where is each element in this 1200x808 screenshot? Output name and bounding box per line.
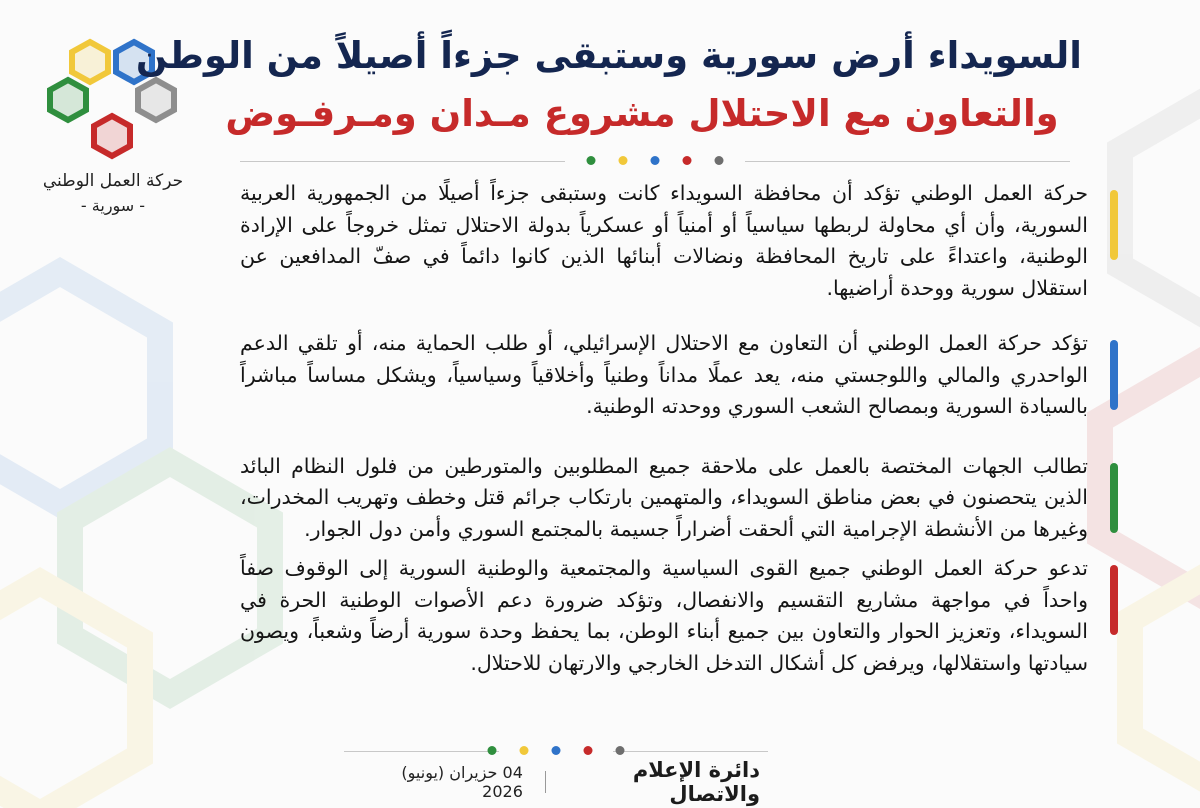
- paragraph-2: [240, 328, 1118, 423]
- paragraph-4: [240, 553, 1118, 679]
- yellow-accent-bar: [1110, 190, 1118, 260]
- red-dot: [683, 156, 692, 165]
- paragraph-4-text: تدعو حركة العمل الوطني جميع القوى السياسية والمجتمعية والوطنية السورية إلى الوقوف صفاً واحداً في مواجهة مشاريع التقسيم والانفصال، وتؤكد ضرورة دعم الأصوات الوطنية الحرة في السويداء، وتعزيز الحوار والتعاون بين جميع أبناء الوطن، بما يحفظ وحدة سورية أرضاً وشعباً، ويصون سيادتها واستقلالها، ويرفض كل أشكال التدخل الخارجي والارتهان للاحتلال.: [240, 556, 1088, 675]
- gray-dot: [715, 156, 724, 165]
- paragraph-3: [240, 451, 1118, 546]
- paragraph-1: [240, 178, 1118, 304]
- publication-date: 04 حزيران (يونيو) 2026: [401, 763, 523, 801]
- red-accent-bar: [1110, 565, 1118, 635]
- organization-country: - سورية -: [80, 196, 146, 215]
- blue-dot: [552, 746, 561, 755]
- title-line-2: والتعاون مع الاحتلال مشروع مـدان ومـرفـوض: [225, 92, 1059, 135]
- organization-name: حركة العمل الوطني: [42, 171, 184, 191]
- page-title: [135, 28, 1082, 142]
- department-name: دائرة الإعلام والاتصال: [632, 758, 760, 806]
- blue-dot: [651, 156, 660, 165]
- footer: [380, 758, 760, 806]
- statement-body: [240, 178, 1118, 679]
- red-dot: [584, 746, 593, 755]
- footer-separator: [545, 771, 546, 793]
- green-dot: [587, 156, 596, 165]
- yellow-dot: [619, 156, 628, 165]
- green-accent-bar: [1110, 463, 1118, 533]
- paragraph-1-text: حركة العمل الوطني تؤكد أن محافظة السويداء كانت وستبقى جزءاً أصيلًا من الجمهورية العربية السورية، وأن أي محاولة لربطها سياسياً أو أمنياً أو عسكرياً بدولة الاحتلال تمثل خروجاً على الإرادة الوطنية، واعتداءً على تاريخ المحافظة ونضالات أبنائها الذين كانوا دائماً في صفّ المدافعين عن استقلال سورية ووحدة أراضيها.: [240, 181, 1088, 300]
- paragraph-2-text: تؤكد حركة العمل الوطني أن التعاون مع الاحتلال الإسرائيلي، أو طلب الحماية منه، أو تلقي الدعم الواحدري والمالي واللوجستي منه، يعد عملًا مداناً وطنياً وأخلاقياً وسياسياً، ويشكل مساساً مباشراً بالسيادة السورية وبمصالح الشعب السوري ووحدته الوطنية.: [240, 331, 1088, 418]
- gray-dot: [616, 746, 625, 755]
- yellow-dot: [520, 746, 529, 755]
- title-line-1: السويداء أرض سورية وستبقى جزءاً أصيلاً من الوطن: [135, 34, 1082, 77]
- title-divider: [240, 150, 1070, 174]
- green-dot: [488, 746, 497, 755]
- blue-accent-bar: [1110, 340, 1118, 410]
- paragraph-3-text: تطالب الجهات المختصة بالعمل على ملاحقة جميع المطلوبين والمتورطين من فلول النظام البائد الذين يتحصنون في بعض مناطق السويداء، والمتهمين بارتكاب جرائم قتل وخطف وتهريب المخدرات، وغيرها من الأنشطة الإجرامية التي ألحقت أضراراً جسيمة بالمجتمع السوري وأمن دول الجوار.: [240, 453, 1088, 541]
